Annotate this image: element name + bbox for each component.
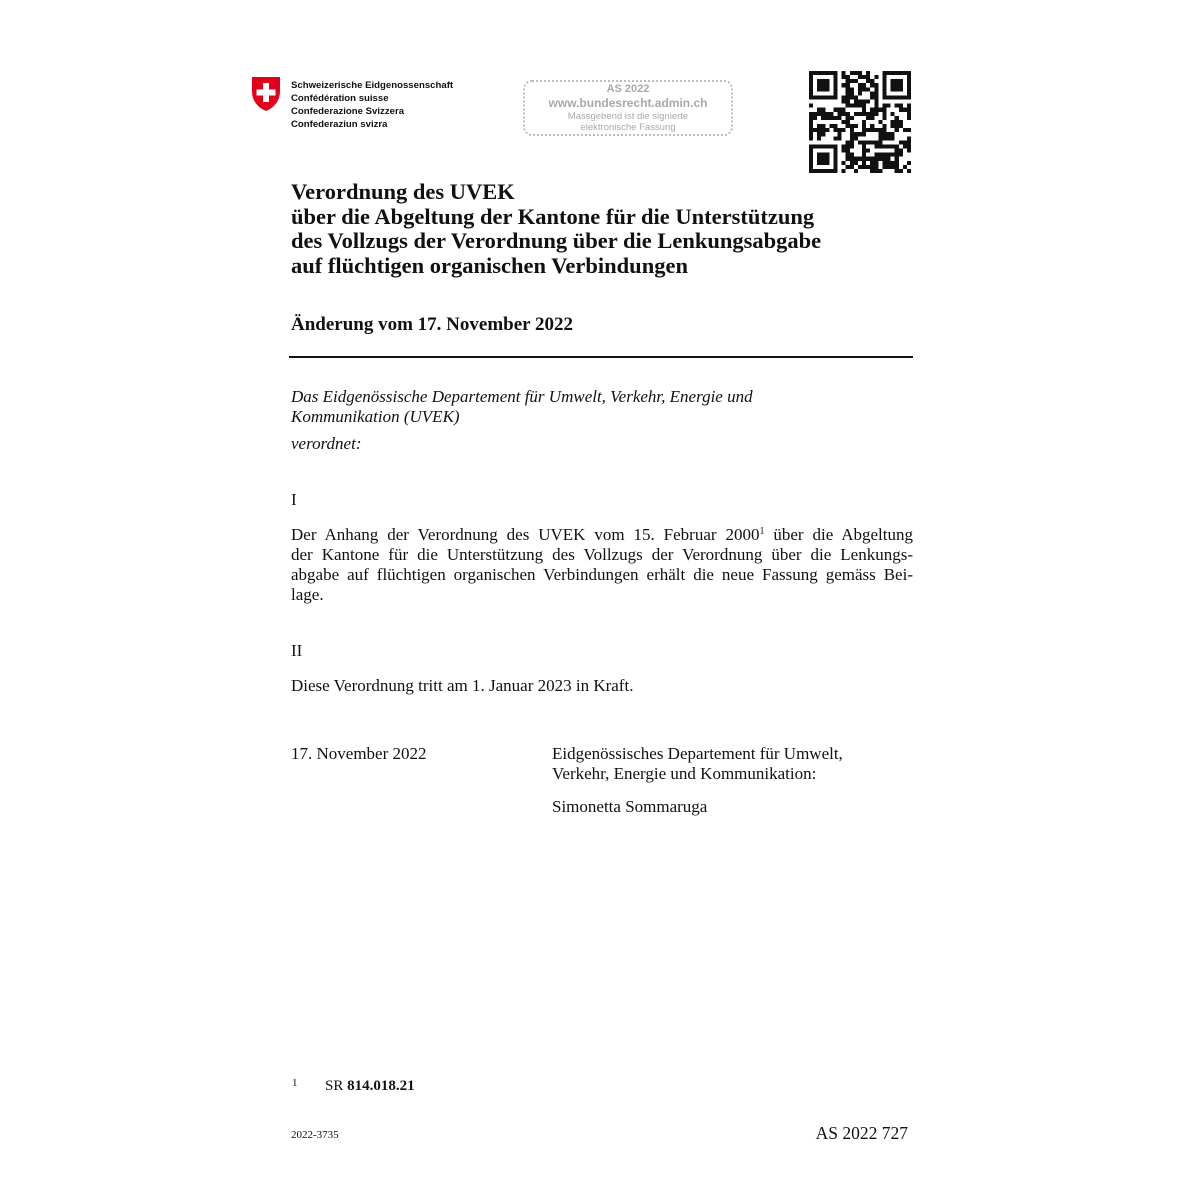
document-title [291,180,931,278]
footnote-sr-number: 814.018.21 [347,1078,415,1094]
paragraph-line: abgabe auf flüchtigen organischen Verbindungen erhält die neue Fassung gemäss Bei- [291,565,913,584]
amendment-date: Änderung vom 17. November 2022 [291,314,574,335]
document-number: 2022-3735 [291,1129,339,1141]
department-line: Verkehr, Energie und Kommunikation: [552,764,817,783]
confederation-de: Schweizerische Eidgenossenschaft [291,80,454,91]
stamp-line-4: elektronische Fassung [580,122,676,133]
qr-code-icon [809,71,911,173]
title-line: Verordnung des UVEK [291,179,515,204]
signature-date: 17. November 2022 [291,744,427,763]
paragraph-line [291,525,913,545]
stamp-line-1: AS 2022 [606,83,650,95]
preamble-line: Kommunikation (UVEK) [291,407,460,426]
publication-stamp [523,80,733,136]
confederation-it: Confederazione Svizzera [291,106,405,117]
section-1-text [291,525,913,605]
stamp-line-2: www.bundesrecht.admin.ch [548,96,708,110]
preamble-line: Das Eidgenössische Departement für Umwelt, Verkehr, Energie und [291,387,753,406]
paragraph-text: über die Abgeltung [764,525,913,544]
section-label-1: I [291,490,297,509]
department-line: Eidgenössisches Departement für Umwelt, [552,744,843,763]
signatory-name: Simonetta Sommaruga [552,797,708,816]
title-line: auf flüchtigen organischen Verbindungen [291,252,688,278]
preamble [291,387,911,427]
footnote-prefix: SR [325,1078,344,1094]
divider [289,356,913,358]
confederation-names [291,79,453,131]
paragraph-line: lage. [291,585,324,604]
signature-department [552,744,843,784]
paragraph-text: Der Anhang der Verordnung des UVEK vom 15. Februar 2000 [291,525,760,544]
footnote-number: 1 [292,1077,298,1089]
section-label-2: II [291,641,303,660]
paragraph-line: der Kantone für die Unterstützung des Vollzugs der Verordnung über die Lenkungs- [291,545,913,564]
footnote-reference: 1 [759,526,765,537]
confederation-rm: Confederaziun svizra [291,119,388,130]
footnote-text [325,1078,415,1095]
title-line: des Vollzugs der Verordnung über die Lenkungsabgabe [291,228,822,253]
confederation-fr: Confédération suisse [291,93,389,104]
title-line: über die Abgeltung der Kantone für die Unterstützung [291,203,815,229]
preamble-verb: verordnet: [291,434,362,453]
stamp-line-3: Massgebend ist die signierte [567,111,689,122]
official-compilation-ref: AS 2022 727 [815,1123,908,1143]
swiss-cross-icon [251,76,281,112]
section-2-text: Diese Verordnung tritt am 1. Januar 2023 in Kraft. [291,676,634,695]
